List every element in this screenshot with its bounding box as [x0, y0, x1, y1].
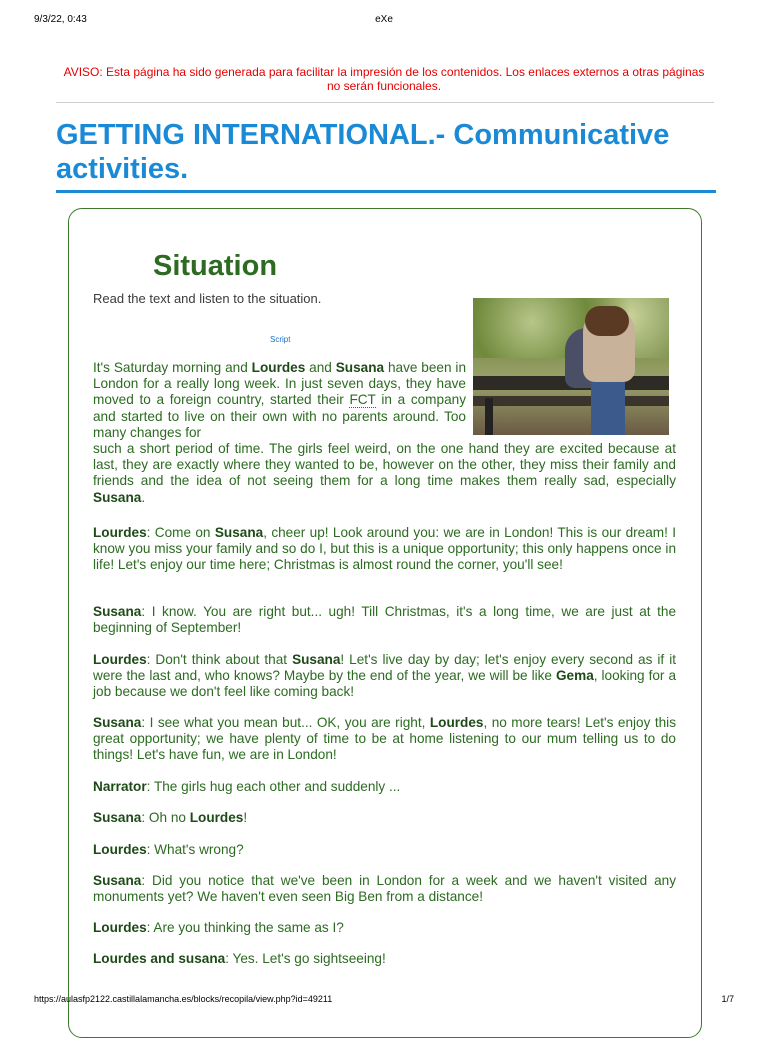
dialogue-line: Susana: Did you notice that we've been in London for a week and we haven't visited any monuments yet? We haven't even seen Big Ben from a distance! — [93, 873, 676, 905]
name-susana: Susana — [292, 652, 341, 667]
name-susana: Susana — [214, 525, 264, 540]
print-date: 9/3/22, 0:43 — [34, 14, 87, 25]
name-gema: Gema — [555, 668, 594, 684]
print-header — [34, 14, 734, 28]
name-susana: Susana — [93, 489, 142, 505]
title-rule — [56, 190, 716, 193]
page-number: 1/7 — [721, 994, 734, 1004]
speaker: Lourdes — [93, 920, 147, 935]
dialogue-line: Susana: I know. You are right but... ugh! Till Christmas, it's a long time, we are just at the beginning of September! — [93, 604, 676, 636]
speaker: Lourdes — [93, 842, 147, 857]
name-susana: Susana — [335, 360, 385, 375]
fct-abbreviation: FCT — [349, 392, 376, 408]
speaker: Narrator — [93, 779, 147, 794]
section-title: Situation — [153, 250, 278, 282]
situation-photo — [473, 298, 669, 435]
speaker: Lourdes and susana — [93, 951, 226, 966]
name-lourdes: Lourdes — [429, 715, 484, 730]
speaker: Lourdes — [93, 652, 147, 667]
narrative-paragraph: It's Saturday morning and Lourdes and Susana have been in London for a really long week. In just seven days, they have moved to a foreign country, started their FCT in a company and started to live on their own with no parents around. Too many changes for — [93, 360, 466, 440]
print-title: eXe — [375, 14, 393, 25]
name-lourdes: Lourdes — [189, 810, 244, 825]
dialogue-line: Susana: I see what you mean but... OK, you are right, Lourdes, no more tears! Let's enjoy this great opportunity; we have plenty of time to be at home listening to our mum telling us to do things! Let's have fun, we are in London! — [93, 715, 676, 763]
dialogue-line: Lourdes: Come on Susana, cheer up! Look around you: we are in London! This is our dream! I know you miss your family and so do I, but this is a unique opportunity; this only happens once in life! Let's enjoy our time here; Christmas is almost round the corner, you'll see! — [93, 525, 676, 573]
page-url: https://aulasfp2122.castillalamancha.es/blocks/recopila/view.php?id=49211 — [34, 994, 333, 1004]
section-intro: Read the text and listen to the situation. — [93, 291, 322, 306]
dialogue-line: Lourdes and susana: Yes. Let's go sightseeing! — [93, 951, 386, 966]
dialogue-line: Lourdes: Are you thinking the same as I? — [93, 920, 344, 935]
speaker: Lourdes — [93, 525, 147, 540]
speaker: Susana — [93, 715, 142, 730]
speaker: Susana — [93, 873, 142, 888]
name-lourdes: Lourdes — [251, 360, 306, 375]
page-title: GETTING INTERNATIONAL.- Communicative activities. — [56, 119, 670, 185]
dialogue-line: Lourdes: What's wrong? — [93, 842, 244, 857]
divider — [56, 102, 714, 103]
script-link[interactable]: Script — [270, 335, 291, 344]
speaker: Susana — [93, 604, 142, 619]
dialogue-line: Susana: Oh no Lourdes! — [93, 810, 248, 825]
dialogue-line: Lourdes: Don't think about that Susana! Let's live day by day; let's enjoy every second as if it were the last and, who knows? Maybe by the end of the year, we will be like Gema, looking for a job because we don't feel like coming back! — [93, 652, 677, 700]
narrative-paragraph-cont: such a short period of time. The girls feel weird, on the one hand they are excited because at last, they are exactly where they wanted to be, however on the other, they miss their family and friends and the idea of not seeing them for a long time makes them really sad, especially Susana. — [93, 441, 676, 505]
dialogue-line: Narrator: The girls hug each other and suddenly ... — [93, 779, 401, 794]
print-notice: AVISO: Esta página ha sido generada para facilitar la impresión de los contenidos. Los enlaces externos a otras páginas no serán funcionales. — [63, 65, 705, 93]
speaker: Susana — [93, 810, 142, 825]
